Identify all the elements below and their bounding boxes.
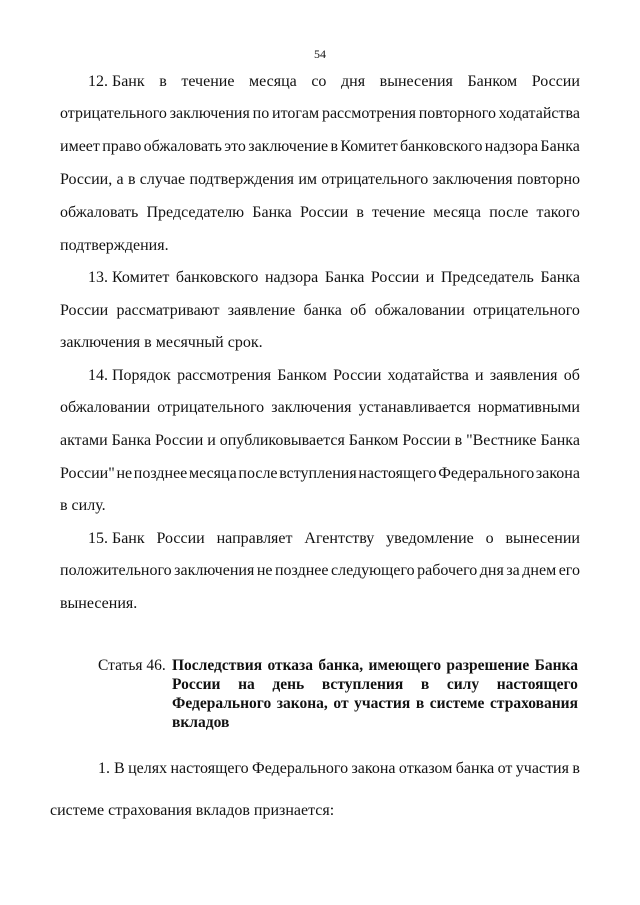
p14-line-2 — [60, 398, 580, 418]
word: Банком — [277, 367, 327, 384]
word: рассмотрения — [177, 367, 272, 384]
article-title-line-1 — [172, 656, 578, 675]
article-title — [172, 656, 578, 732]
word: России — [60, 302, 109, 319]
word: заключения — [174, 562, 255, 579]
word: от — [497, 760, 513, 777]
word: страхования — [490, 695, 578, 712]
p12-line-2 — [60, 104, 580, 124]
word: в — [454, 432, 463, 449]
word: от — [333, 695, 349, 712]
word: России — [299, 204, 349, 221]
word: банка — [455, 760, 495, 777]
word: днем — [522, 562, 557, 579]
p14-line-4 — [60, 464, 580, 484]
word: России" — [60, 465, 115, 482]
word: обжаловать — [143, 138, 222, 155]
p15-line-3: вынесения. — [60, 595, 138, 612]
word: право — [102, 138, 142, 155]
word: за — [506, 562, 520, 579]
word: 12. Банк — [88, 73, 145, 90]
word: 15. Банк — [88, 530, 145, 547]
word: и — [425, 269, 435, 286]
word: следующего — [330, 562, 415, 579]
word: Комитет — [340, 138, 398, 155]
word: банковского — [400, 138, 483, 155]
word: а — [116, 171, 124, 188]
article-label: Статья 46. — [98, 657, 166, 674]
word: банка, — [318, 657, 364, 674]
word: России — [155, 432, 204, 449]
word: уведомление — [386, 530, 474, 547]
word: в — [356, 204, 364, 221]
word: повторного — [418, 105, 496, 122]
word: это — [224, 138, 246, 155]
word: повторно — [516, 171, 580, 188]
word: заявления — [489, 367, 558, 384]
page-number: 54 — [314, 47, 326, 61]
word: имеющего — [368, 657, 442, 674]
word: дня — [479, 562, 504, 579]
word: отказа — [267, 657, 314, 674]
word: заключения — [169, 105, 250, 122]
word: обжаловании — [60, 399, 151, 416]
word: такого — [536, 204, 580, 221]
word: Банком — [348, 432, 399, 449]
word: позднее — [274, 562, 329, 579]
word: его — [558, 562, 580, 579]
word: банковского — [175, 269, 259, 286]
word: системе — [429, 695, 485, 712]
word: России — [370, 269, 420, 286]
word: им — [298, 171, 317, 188]
article-title-line-3 — [172, 694, 578, 713]
word: и — [207, 432, 216, 449]
word: вступления — [321, 676, 404, 693]
word: в — [572, 760, 580, 777]
p15-line-2 — [60, 561, 580, 581]
word: ходатайства — [387, 367, 469, 384]
word: не — [116, 465, 133, 482]
word: целях — [128, 760, 168, 777]
word: дня — [341, 73, 366, 90]
word: Последствия — [172, 657, 263, 674]
word: заключение — [248, 138, 329, 155]
word: и — [475, 367, 484, 384]
word: подтверждения — [189, 171, 295, 188]
word: месяца — [433, 204, 482, 221]
word: направляет — [216, 530, 293, 547]
word: Банка — [540, 432, 580, 449]
word: после — [489, 204, 529, 221]
word: Банка — [324, 269, 365, 286]
word: закона, — [276, 695, 328, 712]
word: разрешение — [446, 657, 530, 674]
word: Банка — [540, 269, 580, 286]
word: в — [415, 695, 425, 712]
word: Банка — [252, 204, 292, 221]
word: об — [350, 302, 367, 319]
p12-line-1 — [88, 72, 580, 92]
p12-line-4 — [60, 170, 580, 190]
word: Банка — [111, 432, 152, 449]
word: заключения — [271, 399, 352, 416]
word: итогам — [272, 105, 320, 122]
word: участия — [515, 760, 569, 777]
word: отрицательного — [321, 171, 429, 188]
word: Банка — [534, 657, 578, 674]
word: Федерального — [438, 465, 535, 482]
word: участия — [354, 695, 411, 712]
word: Банка — [540, 138, 580, 155]
word: о — [485, 530, 494, 547]
word: отрицательного — [157, 399, 265, 416]
word: 14. Порядок — [88, 367, 171, 384]
word: силу — [446, 676, 480, 693]
p14-line-5: в силу. — [60, 497, 106, 514]
word: положительного — [60, 562, 172, 579]
word: на — [238, 676, 255, 693]
word: закона — [351, 760, 396, 777]
word: России — [333, 367, 382, 384]
word: Председатель — [440, 269, 534, 286]
word: со — [311, 73, 327, 90]
word: 13. Комитет — [88, 269, 170, 286]
word: в — [127, 171, 136, 188]
word: имеет — [60, 138, 100, 155]
word: актами — [60, 432, 108, 449]
p13-line-2 — [60, 301, 580, 321]
word: Агентству — [304, 530, 375, 547]
word: настоящего — [496, 676, 578, 693]
word: России, — [60, 171, 113, 188]
p13-line-3: заключения в месячный срок. — [60, 334, 263, 351]
article-p1-line-2: системе страхования вкладов признается: — [50, 802, 335, 819]
word: нормативными — [477, 399, 580, 416]
word: вынесения — [379, 73, 453, 90]
word: вступления — [279, 465, 357, 482]
word: России — [531, 73, 580, 90]
word: вынесении — [505, 530, 580, 547]
word: надзора — [484, 138, 539, 155]
word: отрицательного — [473, 302, 580, 319]
word: случае — [139, 171, 186, 188]
word: течение — [372, 204, 426, 221]
p14-line-1 — [88, 366, 580, 386]
p12-line-6: подтверждения. — [60, 237, 169, 254]
word: 1. В — [98, 760, 125, 777]
word: Федерального — [172, 695, 272, 712]
p13-line-1 — [88, 268, 580, 288]
word: позднее — [133, 465, 188, 482]
word: Федерального — [252, 760, 349, 777]
word: надзора — [264, 269, 319, 286]
word: месяца — [249, 73, 297, 90]
word: ходатайства — [498, 105, 580, 122]
word: Председателю — [146, 204, 245, 221]
word: банка — [303, 302, 342, 319]
word: заключения — [432, 171, 513, 188]
word: Банком — [467, 73, 518, 90]
p12-line-5 — [60, 203, 580, 223]
word: настоящего — [170, 760, 249, 777]
article-title-line-2 — [172, 675, 578, 694]
word: обжаловании — [374, 302, 465, 319]
p12-line-3 — [60, 137, 580, 157]
word: об — [563, 367, 580, 384]
article-p1-line-1 — [98, 759, 580, 779]
word: России — [402, 432, 451, 449]
word: по — [252, 105, 270, 122]
word: опубликовывается — [219, 432, 345, 449]
word: в — [420, 676, 430, 693]
word: России — [172, 676, 221, 693]
word: рассматривают — [116, 302, 220, 319]
word: в — [330, 138, 339, 155]
p14-line-3 — [60, 431, 580, 451]
word: обжаловать — [60, 204, 139, 221]
word: России — [156, 530, 205, 547]
p15-line-1 — [88, 529, 580, 549]
word: "Вестнике — [466, 432, 537, 449]
word: не — [256, 562, 273, 579]
word: день — [272, 676, 305, 693]
word: отрицательного — [60, 105, 167, 122]
word: после — [238, 465, 278, 482]
word: отказом — [398, 760, 453, 777]
word: рабочего — [417, 562, 478, 579]
word: заявление — [227, 302, 296, 319]
word: месяца — [188, 465, 237, 482]
word: закона — [535, 465, 580, 482]
article-title-line-4: вкладов — [172, 714, 230, 731]
word: настоящего — [358, 465, 437, 482]
word: рассмотрения — [321, 105, 416, 122]
word: в — [159, 73, 167, 90]
word: устанавливается — [358, 399, 471, 416]
word: течение — [181, 73, 235, 90]
